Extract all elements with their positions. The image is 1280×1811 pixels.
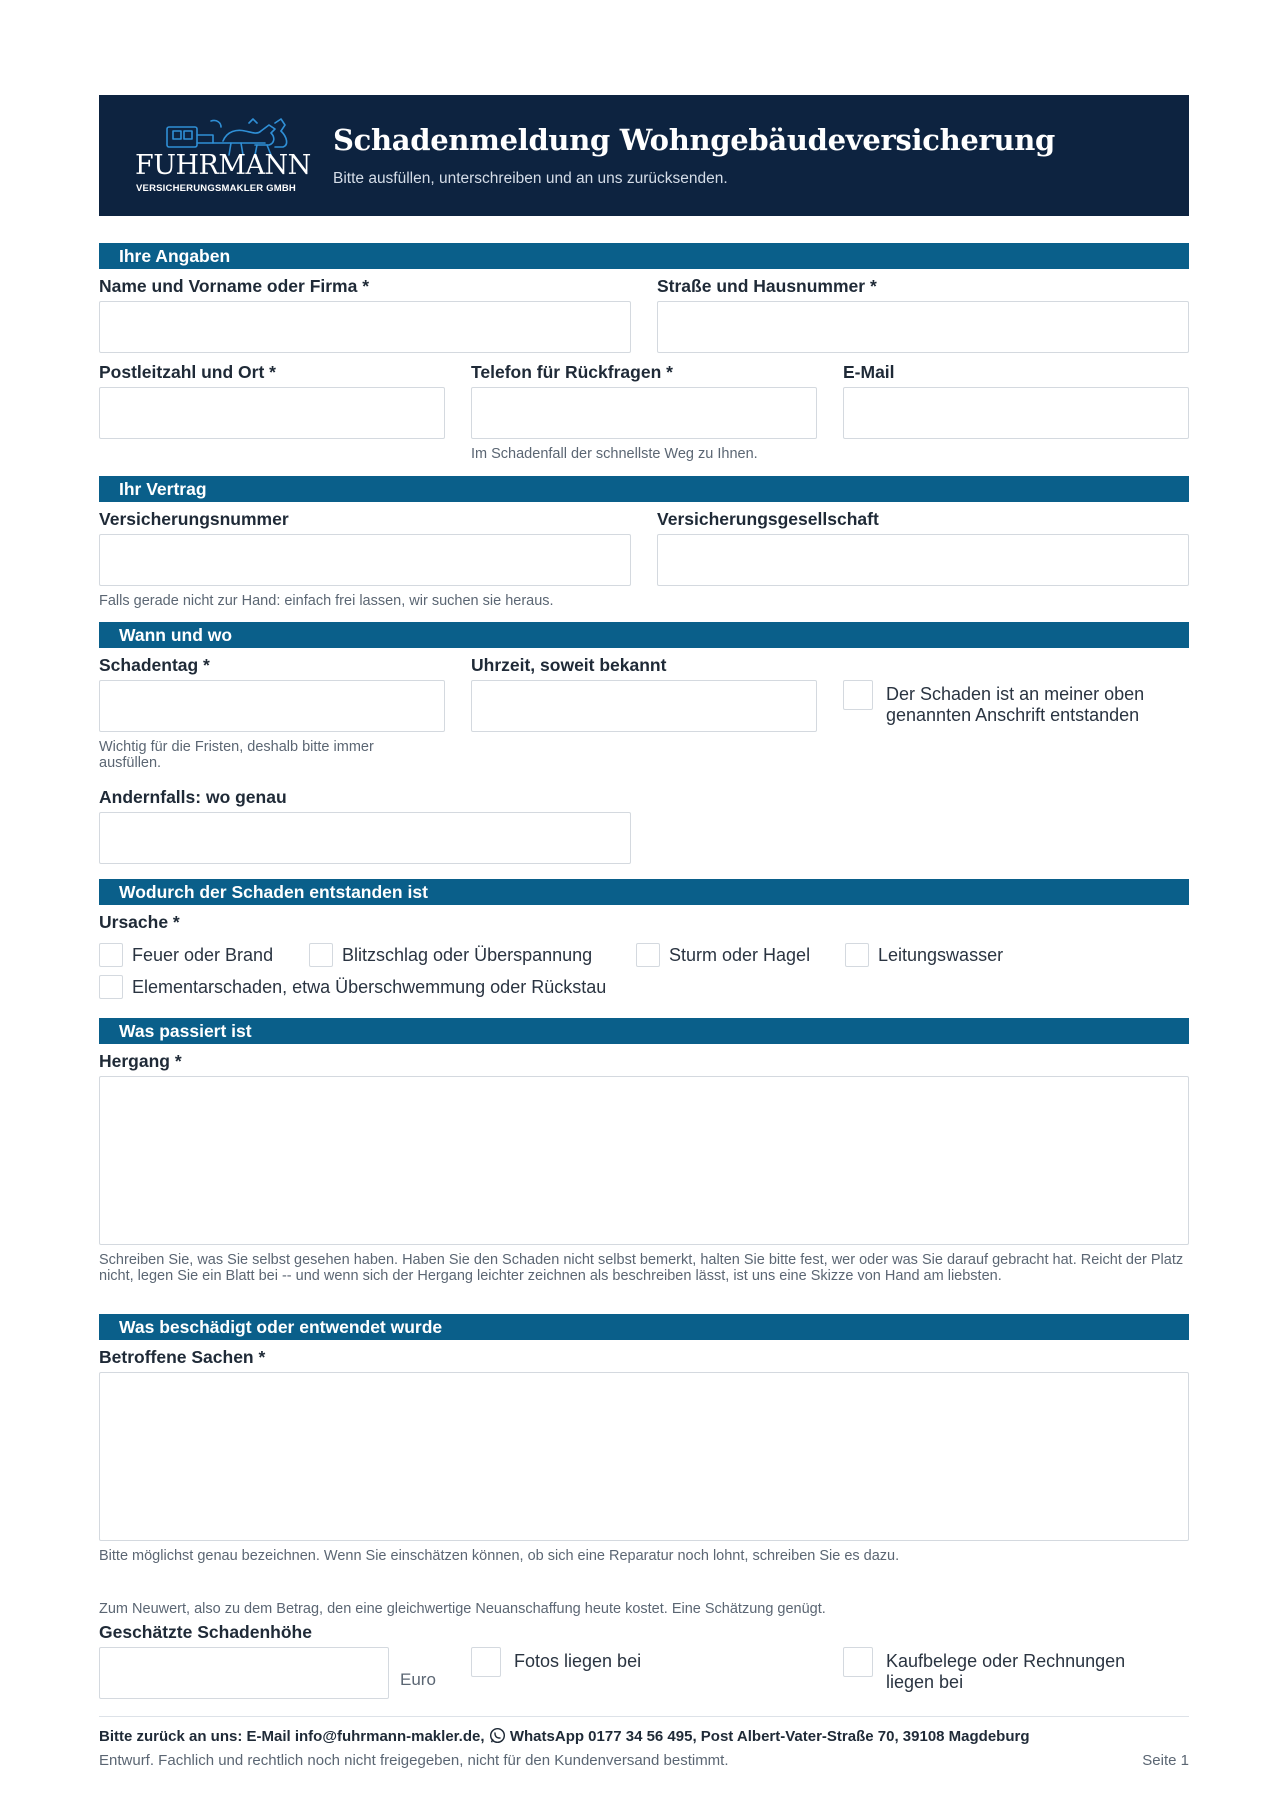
name-field[interactable] — [99, 301, 631, 353]
telefon-field[interactable] — [471, 387, 817, 439]
versicherungsgesellschaft-label: Versicherungsgesellschaft — [657, 509, 879, 529]
sachen-hint: Bitte möglichst genau bezeichnen. Wenn Sie einschätzen können, ob sich eine Reparatur noch lohnt, schreiben Sie es dazu. — [99, 1548, 900, 1564]
versicherungsnummer-field[interactable] — [99, 534, 631, 586]
section-wann-und-wo: Wann und wo — [99, 622, 1189, 648]
footer-contact — [99, 1727, 1030, 1745]
fotos-checkbox[interactable] — [471, 1647, 501, 1677]
section-ihr-vertrag: Ihr Vertrag — [99, 476, 1189, 502]
fotos-checkbox-label: Fotos liegen bei — [514, 1651, 642, 1671]
page-number: Seite 1 — [1142, 1752, 1189, 1769]
versicherungsnummer-label: Versicherungsnummer — [99, 509, 289, 529]
schadentag-label: Schadentag * — [99, 655, 210, 675]
schadentag-field[interactable] — [99, 680, 445, 732]
ort-label: Andernfalls: wo genau — [99, 787, 287, 807]
form-page — [99, 95, 1189, 1769]
belege-checkbox-label: Kaufbelege oder Rechnungen liegen bei — [886, 1651, 1126, 1692]
footer-contact-email: Bitte zurück an uns: E-Mail info@fuhrmann-makler.de, — [99, 1728, 485, 1745]
section-ursache: Wodurch der Schaden entstanden ist — [99, 879, 1189, 905]
ursache-sturm-label: Sturm oder Hagel — [669, 945, 811, 965]
ort-field[interactable] — [99, 812, 631, 864]
footer-contact-rest: WhatsApp 0177 34 56 495, Post Albert-Vater-Straße 70, 39108 Magdeburg — [509, 1728, 1030, 1745]
telefon-hint: Im Schadenfall der schnellste Weg zu Ihnen. — [471, 446, 758, 462]
section-ihre-angaben: Ihre Angaben — [99, 243, 1189, 269]
footer-divider — [99, 1716, 1189, 1717]
ursache-element-checkbox[interactable] — [99, 975, 123, 999]
company-logo — [135, 117, 311, 195]
euro-unit: Euro — [400, 1670, 436, 1689]
footer-note: Entwurf. Fachlich und rechtlich noch nicht freigegeben, nicht für den Kundenversand bestimmt. — [99, 1752, 729, 1769]
page-subtitle: Bitte ausfüllen, unterschreiben und an uns zurücksenden. — [333, 170, 728, 187]
sachen-textarea[interactable] — [99, 1372, 1189, 1541]
section-sachen: Was beschädigt oder entwendet wurde — [99, 1314, 1189, 1340]
whatsapp-icon — [489, 1727, 506, 1744]
hergang-textarea[interactable] — [99, 1076, 1189, 1245]
strasse-label: Straße und Hausnummer * — [657, 276, 877, 296]
ursache-sturm-checkbox[interactable] — [636, 943, 660, 967]
strasse-field[interactable] — [657, 301, 1189, 353]
ursache-wasser-checkbox[interactable] — [845, 943, 869, 967]
hergang-hint: Schreiben Sie, was Sie selbst gesehen haben. Haben Sie den Schaden nicht selbst bemerkt, halten Sie bitte fest, wer oder was Sie darauf gebracht hat. Reicht der Platz nicht, legen Sie ein Blatt bei -- und wenn sich der Hergang leichter zeichnen als beschreiben lässt, ist uns eine Skizze von Hand am liebsten. — [99, 1252, 1184, 1284]
vertrag-hint: Falls gerade nicht zur Hand: einfach frei lassen, wir suchen sie heraus. — [99, 593, 554, 609]
header-banner — [99, 95, 1189, 216]
sachen-label: Betroffene Sachen * — [99, 1347, 266, 1367]
ursache-feuer-checkbox[interactable] — [99, 943, 123, 967]
ursache-feuer-label: Feuer oder Brand — [132, 945, 274, 965]
ursache-wasser-label: Leitungswasser — [878, 945, 1004, 965]
name-label: Name und Vorname oder Firma * — [99, 276, 370, 296]
page-title: Schadenmeldung Wohngebäudeversicherung — [333, 123, 1056, 157]
schadenhoehe-label: Geschätzte Schadenhöhe — [99, 1622, 312, 1642]
logo-subline: VERSICHERUNGSMAKLER GMBH — [136, 183, 296, 194]
uhrzeit-field[interactable] — [471, 680, 817, 732]
belege-checkbox[interactable] — [843, 1647, 873, 1677]
plz-label: Postleitzahl und Ort * — [99, 362, 276, 382]
ursache-blitz-checkbox[interactable] — [309, 943, 333, 967]
telefon-label: Telefon für Rückfragen * — [471, 362, 673, 382]
section-hergang: Was passiert ist — [99, 1018, 1189, 1044]
ursache-blitz-label: Blitzschlag oder Überspannung — [342, 945, 593, 965]
ursache-label: Ursache * — [99, 912, 180, 932]
neuwert-hint: Zum Neuwert, also zu dem Betrag, den eine gleichwertige Neuanschaffung heute kostet. Eine Schätzung genügt. — [99, 1601, 826, 1617]
schadentag-hint: Wichtig für die Fristen, deshalb bitte immer ausfüllen. — [99, 739, 374, 771]
versicherungsgesellschaft-field[interactable] — [657, 534, 1189, 586]
email-label: E-Mail — [843, 362, 895, 382]
hergang-label: Hergang * — [99, 1051, 182, 1071]
schadenhoehe-field[interactable] — [99, 1647, 389, 1699]
logo-wordmark: FUHRMANN — [135, 150, 311, 181]
ursache-element-label: Elementarschaden, etwa Überschwemmung oder Rückstau — [132, 977, 607, 997]
plz-field[interactable] — [99, 387, 445, 439]
email-field[interactable] — [843, 387, 1189, 439]
anschrift-checkbox-label: Der Schaden ist an meiner oben genannten Anschrift entstanden — [886, 684, 1145, 725]
anschrift-checkbox[interactable] — [843, 680, 873, 710]
uhrzeit-label: Uhrzeit, soweit bekannt — [471, 655, 667, 675]
